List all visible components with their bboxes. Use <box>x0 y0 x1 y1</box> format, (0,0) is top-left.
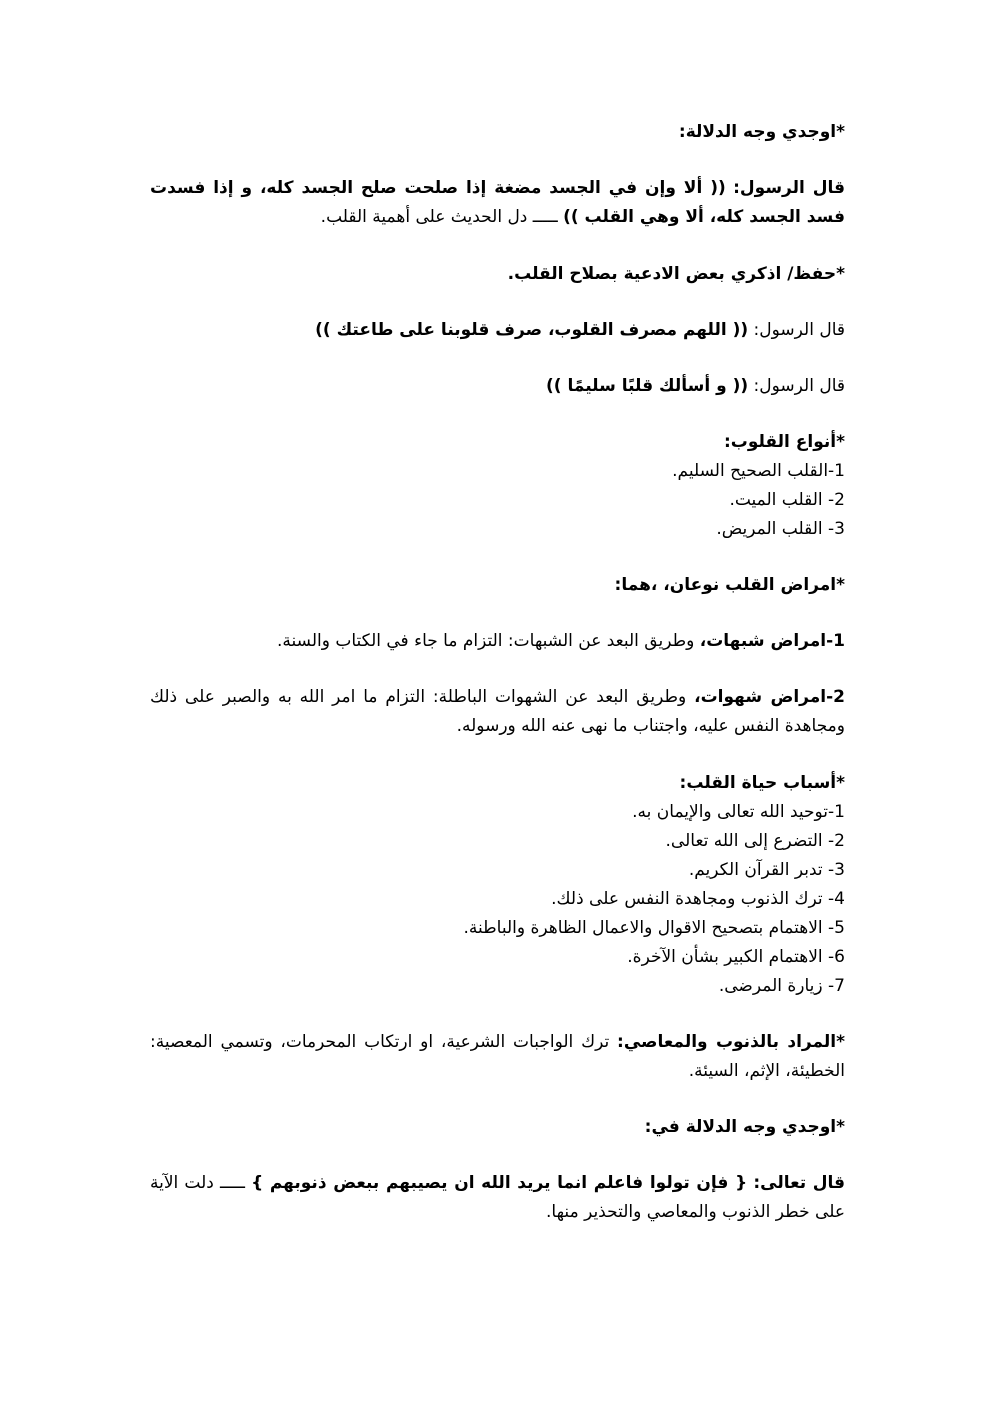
section-heading-heart-diseases: *امراض القلب نوعان، ،هما: <box>614 575 845 595</box>
disease-type-2 <box>150 683 845 741</box>
list-item: 7- زيارة المرضى. <box>718 976 845 996</box>
dash-separator: ـــــ <box>220 1173 245 1193</box>
dash-separator: ـــــ <box>532 207 558 227</box>
section-heading-duas: *حفظ/ اذكري بعض الادعية بصلاح القلب. <box>507 264 845 284</box>
hadith-text: (( ألا وإن في الجسد مضغة إذا صلحت صلح الجسد كله، و إذا فسدت فسد الجسد كله، ألا وهي القلب )) <box>150 178 845 227</box>
sins-definition-label: *المراد بالذنوب والمعاصي: <box>617 1032 845 1052</box>
list-item: 6- الاهتمام الكبير بشأن الآخرة. <box>627 947 845 967</box>
list-item: 5- الاهتمام بتصحيح الاقوال والاعمال الظاهرة والباطنة. <box>463 918 845 938</box>
hadith-meaning: دل الحديث على أهمية القلب. <box>320 207 528 227</box>
sins-definition <box>150 1028 845 1086</box>
list-item: 3- تدبر القرآن الكريم. <box>688 860 845 880</box>
hadith-heart-paragraph <box>150 174 845 232</box>
verse-paragraph <box>150 1169 845 1227</box>
list-item: 2- التضرع إلى الله تعالى. <box>665 831 845 851</box>
section-heading-evidence-2: *اوجدي وجه الدلالة في: <box>644 1117 845 1137</box>
section-heading-heart-types: *أنواع القلوب: <box>723 432 845 452</box>
dua-1 <box>150 316 845 345</box>
hadith-label: قال الرسول: <box>733 178 845 198</box>
list-item: 2- القلب الميت. <box>729 490 845 510</box>
disease-type-2-text: وطريق البعد عن الشهوات الباطلة: التزام ما امر الله به والصبر على ذلك ومجاهدة النفس عليه، واجتناب ما نهى عنه الله ورسوله. <box>150 687 845 736</box>
document-content <box>150 118 845 1227</box>
list-item: 1-القلب الصحيح السليم. <box>672 461 845 481</box>
heart-types-list <box>150 457 845 544</box>
disease-type-1-label: 1-امراض شبهات، <box>699 631 845 651</box>
list-item: 4- ترك الذنوب ومجاهدة النفس على ذلك. <box>551 889 845 909</box>
dua-2-text: (( و أسألك قلبًا سليمًا )) <box>545 376 749 396</box>
verse-text: { فإن تولوا فاعلم انما يريد الله ان يصيبهم ببعض ذنوبهم } <box>251 1173 748 1193</box>
disease-type-1-text: وطريق البعد عن الشبهات: التزام ما جاء في الكتاب والسنة. <box>277 631 695 651</box>
dua-2 <box>150 372 845 401</box>
dua-1-text: (( اللهم مصرف القلوب، صرف قلوبنا على طاعتك )) <box>315 320 749 340</box>
sins-definition-text: ترك الواجبات الشرعية، او ارتكاب المحرمات، وتسمي المعصية: الخطيئة، الإثم، السيئة. <box>150 1032 845 1081</box>
dua-2-label: قال الرسول: <box>753 376 845 396</box>
disease-type-2-label: 2-امراض شهوات، <box>694 687 845 707</box>
list-item: 3- القلب المريض. <box>716 519 845 539</box>
list-item: 1-توحيد الله تعالى والإيمان به. <box>632 802 845 822</box>
dua-1-label: قال الرسول: <box>753 320 845 340</box>
verse-meaning: دلت الآية على خطر الذنوب والمعاصي والتحذير منها. <box>150 1173 845 1222</box>
heart-life-causes-list <box>150 798 845 1001</box>
disease-type-1 <box>150 627 845 656</box>
verse-label: قال تعالى: <box>753 1173 846 1193</box>
section-heading-heart-life-causes: *أسباب حياة القلب: <box>679 773 845 793</box>
section-heading-evidence-1: *اوجدي وجه الدلالة: <box>678 122 845 142</box>
